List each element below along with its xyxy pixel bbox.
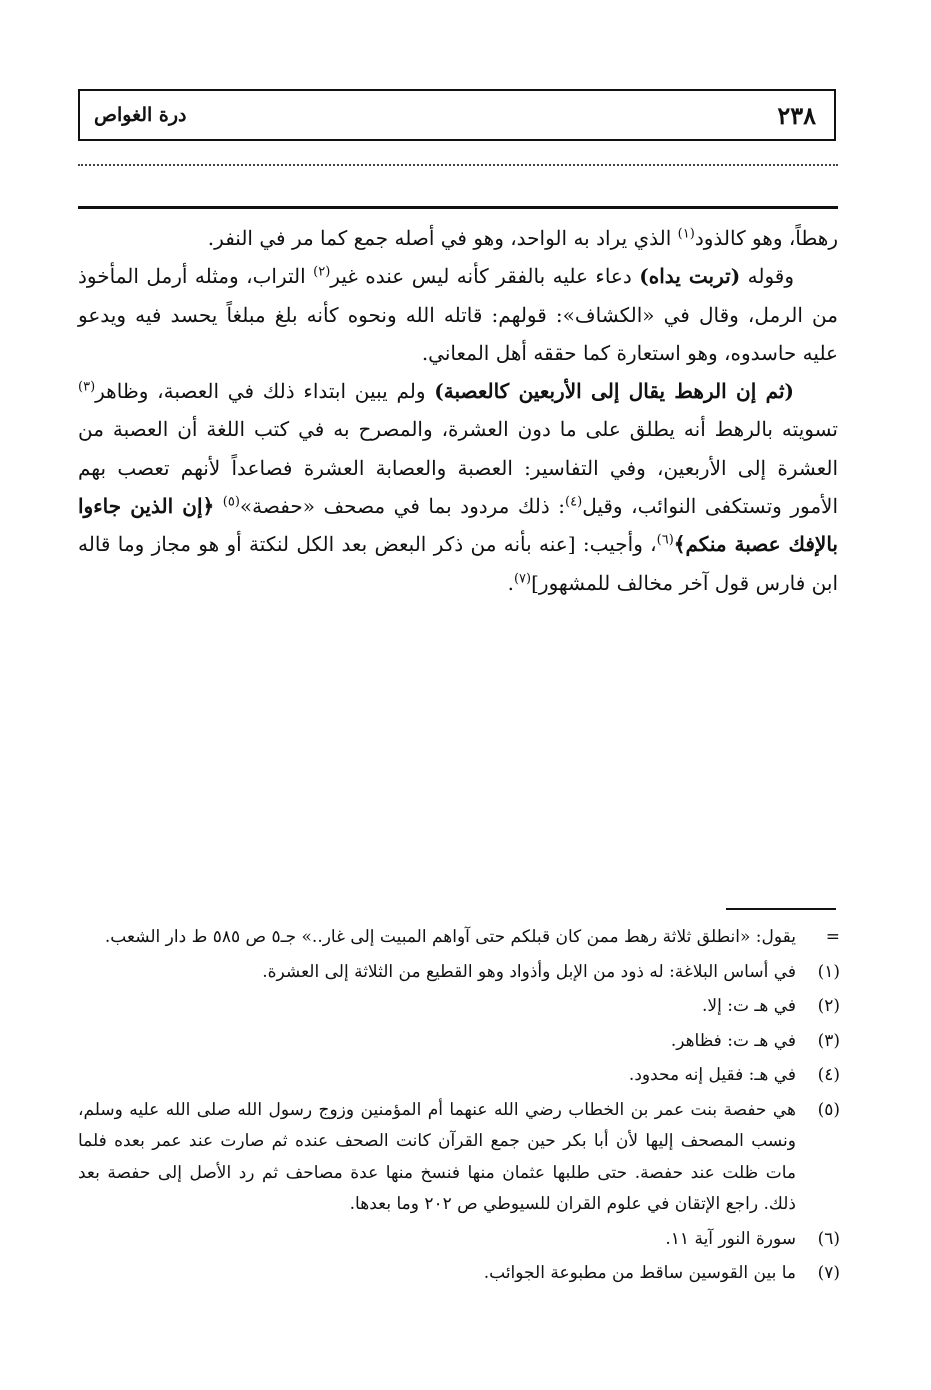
footnote-number: (٤) <box>817 1065 840 1085</box>
footnote-marker-7: (٧) <box>513 571 532 587</box>
footnote-number: (١) <box>817 961 840 982</box>
footnote-text: في هـ: فقيل إنه محدود. <box>628 1065 796 1085</box>
book-title: درة الغواص <box>94 104 187 126</box>
footnote-4 <box>78 1060 840 1092</box>
footnotes <box>78 922 840 1293</box>
footnote-separator <box>726 908 836 910</box>
text: ، وأجيب: [عنه بأنه من ذكر البعض بعد الكل لنكتة أو هو مجاز وما قاله ابن فارس قول آخر مخالف للمشهور] <box>78 532 838 595</box>
footnote-text: سورة النور آية ١١. <box>665 1228 796 1249</box>
footnote-text: هي حفصة بنت عمر بن الخطاب رضي الله عنهما أم المؤمنين وزوج رسول الله صلى الله عليه وسلم، ونسب المصحف إليها لأن أبا بكر حين جمع القرآن كانت الصحف عنده ثم صارت عند عمر بعده فلما مات ظلت عند حفصة. حتى طلبها عثمان منها فنسخ منها عدة مصاحف ثم رد الأصل إلى حفصة بعد ذلك. راجع الإتقان في علوم القران للسيوطي ص ٢٠٢ وما بعدها. <box>78 1099 796 1214</box>
footnote-6 <box>78 1224 840 1256</box>
footnote-marker-1: (١) <box>677 226 695 242</box>
dotted-separator <box>78 164 838 166</box>
footnote-number: (٥) <box>817 1099 840 1120</box>
footnote-number: (٢) <box>817 996 840 1016</box>
main-body <box>78 219 838 602</box>
bold-phrase: (تربت يداه) <box>639 264 741 289</box>
footnote-3 <box>78 1026 840 1058</box>
footnote-5 <box>78 1095 840 1221</box>
text: دعاء عليه بالفقر كأنه ليس عنده غير <box>330 264 640 289</box>
text: الذي يراد به الواحد، وهو في أصله جمع كما مر في النفر. <box>207 226 678 250</box>
bold-phrase: (ثم إن الرهط يقال إلى الأربعين كالعصبة) <box>434 379 794 404</box>
text: التراب، ومثله أرمل المأخوذ من الرمل، وقال في «الكشاف»: قولهم: قاتله الله ونحوه كأنه بلغ مبلغاً يحسد فيه ويدعو عليه حاسدوه، وهو استعارة كما حققه أهل المعاني. <box>78 264 838 365</box>
footnote-marker-4: (٤) <box>565 494 583 510</box>
footnote-text: ما بين القوسين ساقط من مطبوعة الجوائب. <box>483 1263 796 1283</box>
text: . <box>507 570 514 595</box>
footnote-2 <box>78 991 840 1023</box>
footnote-marker-3: (٣) <box>78 379 96 395</box>
footnote-1 <box>78 957 840 989</box>
footnote-marker-2: (٢) <box>313 264 331 280</box>
paragraph-2 <box>78 257 838 372</box>
body-top-rule <box>78 206 838 209</box>
footnote-number: (٧) <box>817 1263 840 1283</box>
text: وقوله <box>740 264 794 289</box>
text: رهطاً، وهو كالذود <box>694 226 838 250</box>
text: تسويته بالرهط أنه يطلق على ما دون العشرة، والمصرح به في كتب اللغة أن العصبة من العشرة إلى الأربعين، وفي التفاسير: العصبة والعصابة العشرة فصاعداً لأنهم تعصب بهم الأمور وتستكفى النوائب، وقيل <box>78 417 839 519</box>
footnote-text: في أساس البلاغة: له ذود من الإبل وأذواد وهو القطيع من الثلاثة إلى العشرة. <box>262 961 796 982</box>
footnote-number: = <box>825 927 840 947</box>
footnote-7 <box>78 1258 840 1290</box>
footnote-number: (٣) <box>817 1030 840 1051</box>
text: : ذلك مردود بما في مصحف «حفصة» <box>239 494 566 519</box>
text: ولم يبين ابتداء ذلك في العصبة، وظاهر <box>95 379 435 404</box>
footnote-text: في هـ ت: إلا. <box>701 996 796 1016</box>
footnote-text: يقول: «انطلق ثلاثة رهط ممن كان قبلكم حتى آواهم المبيت إلى غار..» جـ٥ ص ٥٨٥ ط دار الشعب. <box>104 927 796 947</box>
quran-quote: ﴿إن الذين جاءوا بالإفك عصبة منكم﴾ <box>78 494 838 557</box>
footnote-marker-6: (٦) <box>656 532 674 548</box>
footnote-text: في هـ ت: فظاهر. <box>670 1030 796 1051</box>
paragraph-3 <box>78 372 838 602</box>
footnote-continued <box>78 922 840 954</box>
paragraph-1 <box>78 219 838 257</box>
text <box>214 494 223 518</box>
page-number: ٢٣٨ <box>777 100 816 130</box>
footnote-number: (٦) <box>817 1228 840 1249</box>
footnote-marker-5: (٥) <box>222 494 240 510</box>
page-header <box>78 89 836 141</box>
